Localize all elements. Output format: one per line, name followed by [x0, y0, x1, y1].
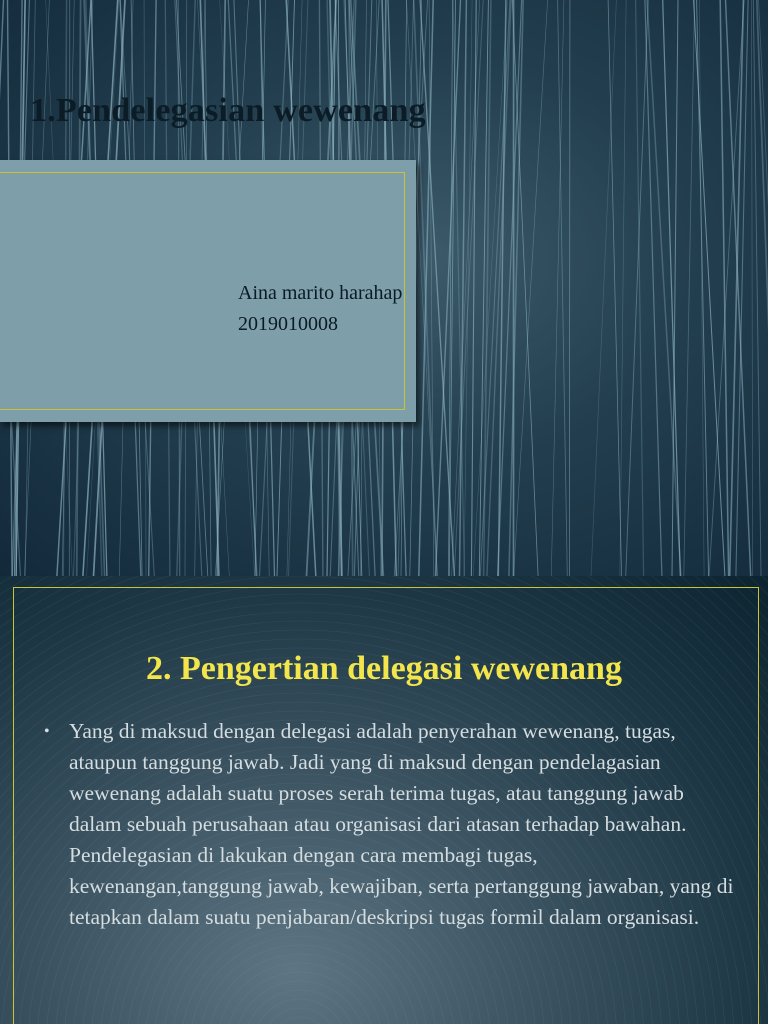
list-item — [44, 716, 734, 933]
slide-2-title: 2. Pengertian delegasi wewenang — [146, 650, 622, 687]
bullet-dot: • — [44, 723, 50, 740]
bullet-text: Yang di maksud dengan delegasi adalah penyerahan wewenang, tugas, ataupun tanggung jawab. Jadi yang di maksud dengan pendelagasian wewenang adalah suatu proses serah terima tugas, atau tanggung jawab dalam sebuah perusahaan atau organisasi dari atasan terhadap bawahan. Pendelegasian di lakukan dengan cara membagi tugas, kewenangan,tanggung jawab, kewajiban, serta pertanggung jawaban, yang di tetapkan dalam suatu penjabaran/deskripsi tugas formil dalam organisasi. — [69, 719, 734, 929]
slide-2-bullet-list — [44, 716, 734, 933]
author-block — [238, 278, 402, 340]
author-name: Aina marito harahap — [238, 282, 403, 304]
slide-2 — [0, 576, 768, 1024]
author-id: 2019010008 — [238, 313, 338, 335]
slide-1-title: 1.Pendelegasian wewenang — [30, 92, 426, 129]
